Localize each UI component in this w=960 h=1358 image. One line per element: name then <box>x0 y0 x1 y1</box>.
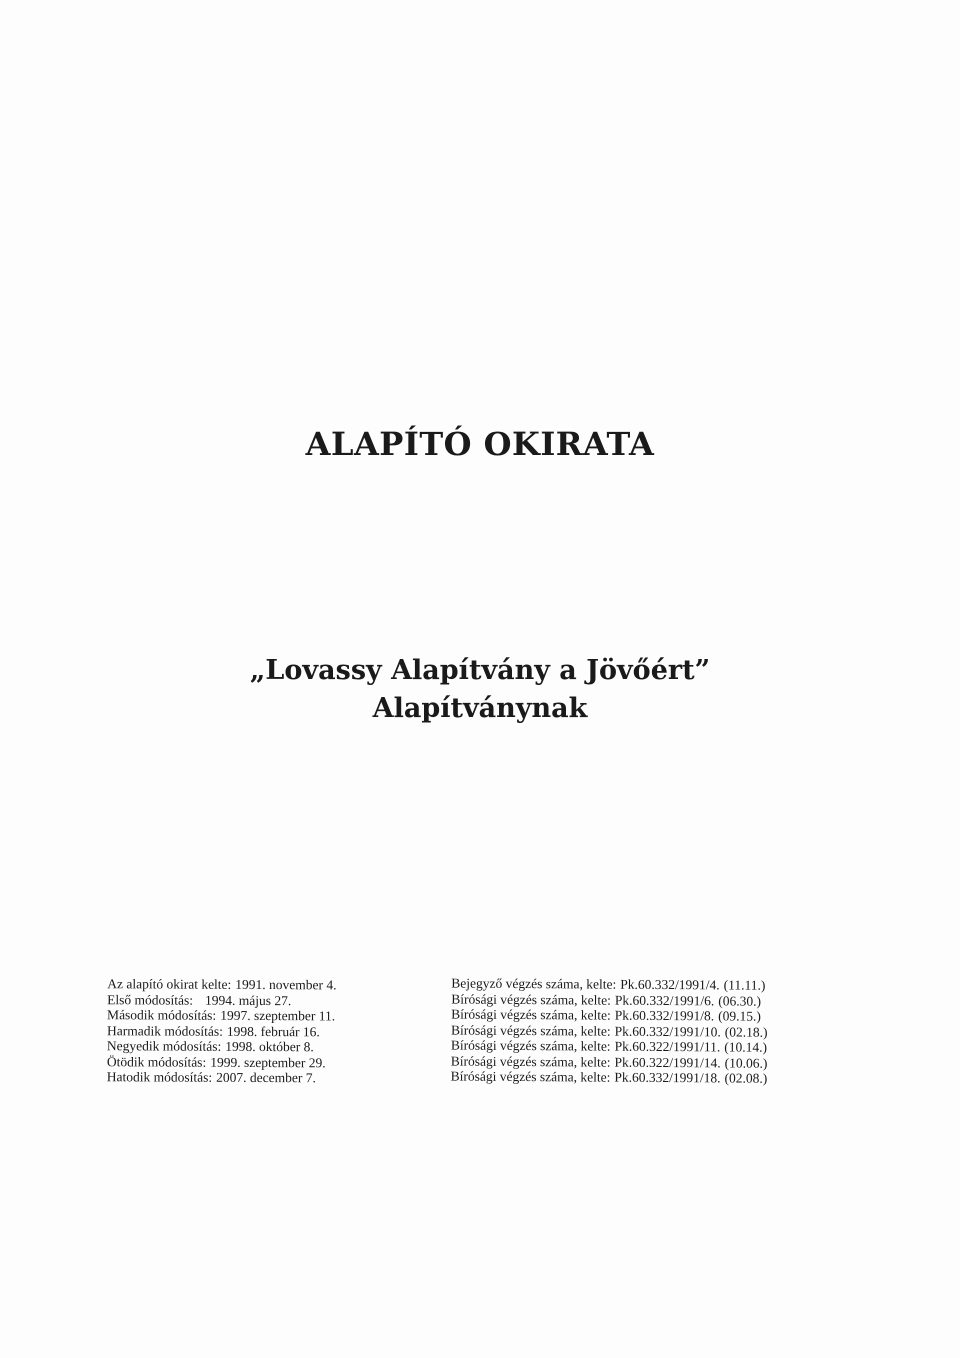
registration-number: Pk.60.332/1991/6. <box>614 992 715 1008</box>
registration-row <box>451 1069 871 1087</box>
amendment-row <box>107 1007 407 1024</box>
registration-number: Pk.60.332/1991/8. <box>614 1007 715 1024</box>
registration-label: Bírósági végzés száma, kelte: <box>450 1053 611 1070</box>
registration-date: (09.15.) <box>718 1008 762 1024</box>
registration-date: (02.18.) <box>724 1023 768 1040</box>
document-title: ALAPÍTÓ OKIRATA <box>305 425 655 463</box>
amendment-row <box>107 976 407 993</box>
registration-label: Bejegyző végzés száma, kelte: <box>451 975 617 992</box>
registration-label: Bírósági végzés száma, kelte: <box>450 1068 611 1085</box>
foundation-name-line-2: Alapítványnak <box>372 693 588 724</box>
amendment-date: 1998. október 8. <box>225 1038 314 1055</box>
foundation-name-line-1: „Lovassy Alapítvány a Jövőért” <box>249 655 711 686</box>
amendment-list <box>107 976 408 1086</box>
registration-list <box>451 976 872 1087</box>
amendment-date: 1991. november 4. <box>235 976 337 993</box>
foundation-name <box>0 652 960 728</box>
registration-label: Bírósági végzés száma, kelte: <box>451 991 611 1008</box>
registration-number: Pk.60.322/1991/11. <box>614 1038 721 1055</box>
amendment-label: Első módosítás: <box>107 991 194 1008</box>
registration-date: (10.06.) <box>724 1054 768 1071</box>
amendment-label: Második módosítás: <box>107 1007 217 1023</box>
amendment-label: Harmadik módosítás: <box>106 1022 223 1039</box>
registration-date: (06.30.) <box>718 992 762 1009</box>
amendment-label: Negyedik módosítás: <box>106 1038 222 1054</box>
registration-label: Bírósági végzés száma, kelte: <box>450 1037 611 1054</box>
amendment-date: 2007. december 7. <box>216 1069 316 1086</box>
amendment-label: Ötödik módosítás: <box>106 1053 207 1070</box>
registration-date: (11.11.) <box>723 977 766 993</box>
amendment-date: 1998. február 16. <box>226 1023 320 1039</box>
amendment-row <box>107 1038 407 1055</box>
registration-date: (02.08.) <box>724 1070 768 1086</box>
registration-number: Pk.60.332/1991/4. <box>620 976 720 993</box>
amendment-label: Az alapító okirat kelte: <box>107 976 232 992</box>
registration-number: Pk.60.332/1991/18. <box>614 1069 721 1086</box>
amendment-row <box>107 992 407 1009</box>
amendment-row <box>107 1069 407 1086</box>
amendment-row <box>107 1023 407 1040</box>
amendment-date: 1994. május 27. <box>205 992 292 1008</box>
registration-date: (10.14.) <box>724 1039 768 1055</box>
registration-number: Pk.60.322/1991/14. <box>614 1054 721 1070</box>
registration-number: Pk.60.332/1991/10. <box>614 1023 721 1039</box>
amendment-date: 1999. szeptember 29. <box>210 1054 326 1070</box>
amendment-label: Hatodik módosítás: <box>106 1069 213 1085</box>
amendment-row <box>107 1054 407 1071</box>
amendment-date: 1997. szeptember 11. <box>220 1007 336 1024</box>
registration-label: Bírósági végzés száma, kelte: <box>451 1006 611 1023</box>
registration-label: Bírósági végzés száma, kelte: <box>450 1022 611 1039</box>
